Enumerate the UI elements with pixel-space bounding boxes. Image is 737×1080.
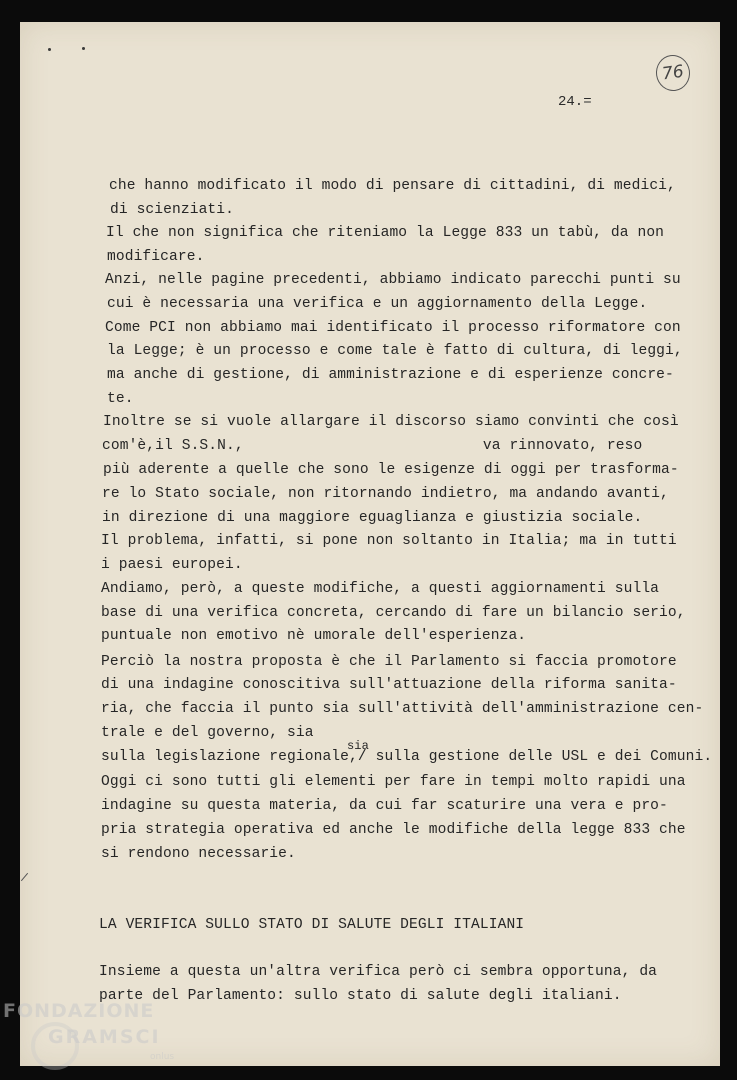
paragraph-line: pria strategia operativa ed anche le modifiche della legge 833 che	[101, 822, 686, 838]
paragraph-line: i paesi europei.	[101, 557, 243, 573]
paragraph-line: puntuale non emotivo nè umorale dell'esperienza.	[101, 628, 527, 644]
paragraph-line: Perciò la nostra proposta è che il Parlamento si faccia promotore	[101, 654, 677, 670]
paragraph-line: Anzi, nelle pagine precedenti, abbiamo indicato parecchi punti su	[105, 272, 681, 288]
paragraph-line: base di una verifica concreta, cercando di fare un bilancio serio,	[101, 605, 686, 621]
paragraph-line: in direzione di una maggiore eguaglianza e giustizia sociale.	[102, 510, 643, 526]
paragraph-line: te.	[107, 391, 134, 407]
paragraph-line: cui è necessaria una verifica e un aggiornamento della Legge.	[107, 296, 648, 312]
paragraph-line: Oggi ci sono tutti gli elementi per fare in tempi molto rapidi una	[101, 774, 686, 790]
paragraph-line: ma anche di gestione, di amministrazione e di esperienze concre-	[107, 367, 674, 383]
paragraph-line: Il problema, infatti, si pone non soltanto in Italia; ma in tutti	[101, 533, 677, 549]
paragraph-line: Il che non significa che riteniamo la Legge 833 un tabù, da non	[106, 225, 665, 241]
section-heading: LA VERIFICA SULLO STATO DI SALUTE DEGLI ITALIANI	[99, 917, 525, 933]
watermark-line3: onlus	[150, 1052, 175, 1062]
watermark-line2: GRAMSCI	[48, 1026, 161, 1048]
paragraph-line: più aderente a quelle che sono le esigenze di oggi per trasforma-	[103, 462, 679, 478]
archive-number-stamp: 76	[654, 53, 693, 93]
paragraph-line: Andiamo, però, a queste modifiche, a questi aggiornamenti sulla	[101, 581, 660, 597]
paragraph-line: indagine su questa materia, da cui far scaturire una vera e pro-	[101, 798, 668, 814]
paragraph-line: re lo Stato sociale, non ritornando indietro, ma andando avanti,	[102, 486, 669, 502]
section-paragraph-line: Insieme a questa un'altra verifica però ci sembra opportuna, da	[99, 964, 658, 980]
insertion-annotation: sia	[347, 739, 369, 753]
paragraph-line: sulla legislazione regionale,/ sulla gestione delle USL e dei Comuni.	[101, 749, 713, 765]
paragraph-line: la Legge; è un processo e come tale è fatto di cultura, di leggi,	[107, 343, 683, 359]
watermark-line1: FONDAZIONE	[3, 1000, 155, 1022]
punch-mark-right	[82, 47, 85, 50]
paragraph-line: si rendono necessarie.	[101, 846, 296, 862]
paragraph-line: di una indagine conoscitiva sull'attuazione della riforma sanita-	[101, 677, 677, 693]
section-paragraph-line: parte del Parlamento: sullo stato di salute degli italiani.	[99, 988, 622, 1004]
page-number: 24.=	[558, 94, 592, 110]
paragraph-line: com'è,il S.S.N., va rinnovato, reso	[102, 438, 643, 454]
paragraph-line: ria, che faccia il punto sia sull'attività dell'amministrazione cen-	[101, 701, 704, 717]
paragraph-line: modificare.	[107, 249, 205, 265]
paragraph-line: Inoltre se si vuole allargare il discorso siamo convinti che così	[103, 414, 679, 430]
paragraph-line: Come PCI non abbiamo mai identificato il processo riformatore con	[105, 320, 681, 336]
paragraph-line: trale e del governo, sia	[101, 725, 314, 741]
paragraph-line: che hanno modificato il modo di pensare di cittadini, di medici,	[109, 178, 676, 194]
paragraph-line: di scienziati.	[110, 202, 235, 218]
punch-mark-left	[48, 48, 51, 51]
